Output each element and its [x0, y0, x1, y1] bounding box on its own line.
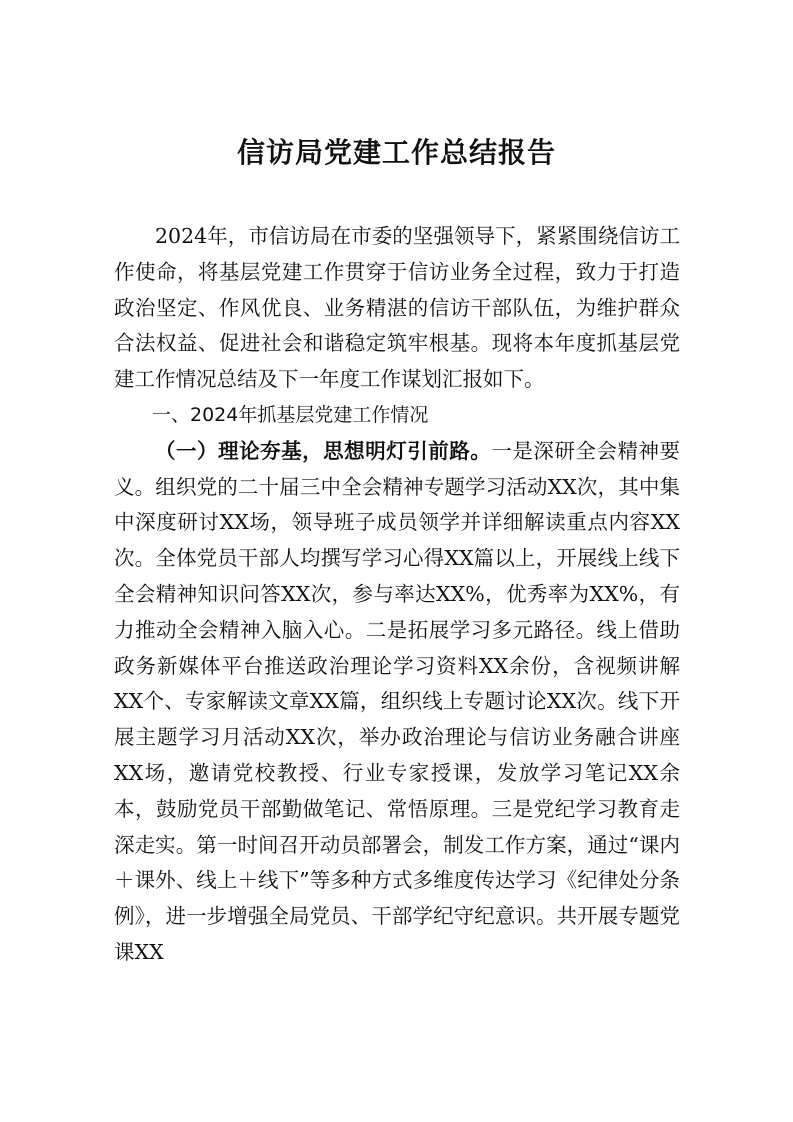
section-heading: 一、2024年抓基层党建工作情况: [152, 403, 429, 426]
intro-paragraph: 2024年，市信访局在市委的坚强领导下，紧紧围绕信访工作使命，将基层党建工作贯穿于信访业务全过程，致力于打造政治坚定、作风优良、业务精湛的信访干部队伍，为维护群众合法权益、促进社会和谐稳定筑牢根基。现将本年度抓基层党建工作情况总结及下一年度工作谋划汇报如下。: [114, 224, 680, 392]
subsection-paragraph: [114, 434, 680, 971]
page-title: 信访局党建工作总结报告: [236, 136, 556, 169]
subsection-heading: （一）理论夯基，思想明灯引前路。: [155, 438, 492, 463]
subsection-text: 一是深研全会精神要义。组织党的二十届三中全会精神专题学习活动XX次，其中集中深度研讨XX场，领导班子成员领学并详细解读重点内容XX次。全体党员干部人均撰写学习心得XX篇以上，开展线上线下全会精神知识问答XX次，参与率达XX%，优秀率为XX%，有力推动全会精神入脑入心。二是拓展学习多元路径。线上借助政务新媒体平台推送政治理论学习资料XX余份，含视频讲解XX个、专家解读文章XX篇，组织线上专题讨论XX次。线下开展主题学习月活动XX次，举办政治理论与信访业务融合讲座XX场，邀请党校教授、行业专家授课，发放学习笔记XX余本，鼓励党员干部勤做笔记、常悟原理。三是党纪学习教育走深走实。第一时间召开动员部署会，制发工作方案，通过“课内＋课外、线上＋线下”等多种方式多维度传达学习《纪律处分条例》，进一步增强全局党员、干部学纪守纪意识。共开展专题党课XX: [114, 438, 681, 964]
document-body: [114, 219, 680, 971]
